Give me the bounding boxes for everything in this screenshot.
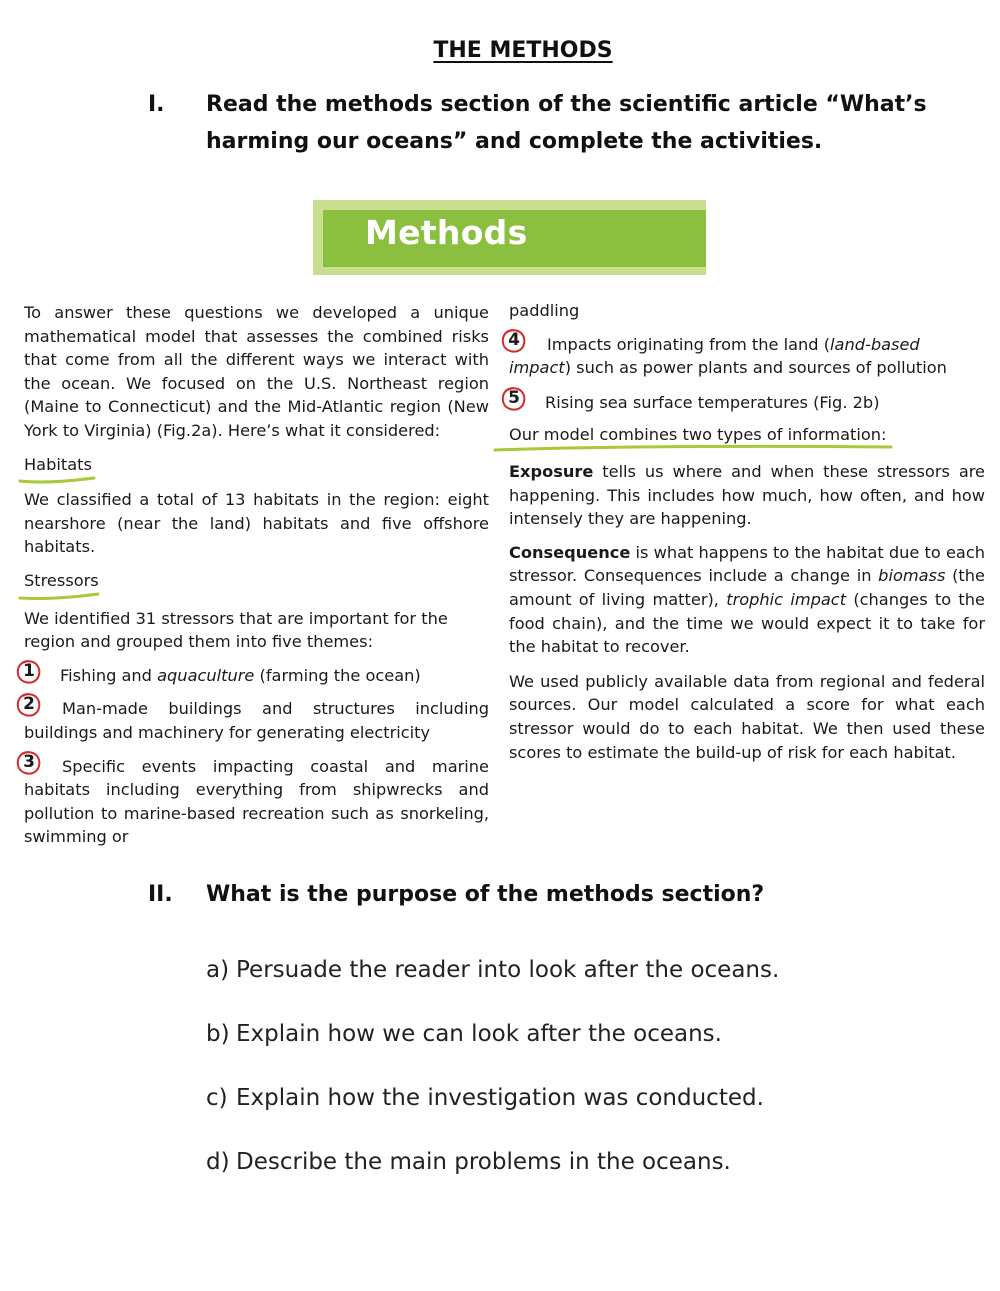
habitats-paragraph: We classified a total of 13 habitats in the region: eight nearshore (near the land) habitats and five offshore habitats.: [24, 490, 489, 557]
question-1-line-1: Read the methods section of the scientific article “What’s: [206, 92, 927, 117]
number-marker-1-label: 1: [23, 660, 35, 681]
red-circle-icon: [500, 327, 528, 355]
consequence-text-c: (changes to the food chain), and the time we would expect it to take for the habitat to recover.: [509, 589, 985, 657]
model-heading: Our model combines two types of information:: [509, 425, 887, 445]
number-marker-2: [18, 693, 46, 721]
red-circle-icon: [500, 385, 528, 413]
stressor-item-1-pre: Fishing and: [60, 665, 158, 685]
answer-option-a[interactable]: [206, 957, 779, 983]
question-2-text: What is the purpose of the methods section?: [206, 882, 765, 907]
question-1-text: [206, 86, 946, 160]
answer-option-b[interactable]: [206, 1021, 722, 1047]
stressors-heading: Stressors: [24, 570, 99, 590]
intro-paragraph: To answer these questions we developed a unique mathematical model that assesses the combined risks that come from all the different ways we interact with the ocean. We focused on the U.S. Northeast region (Maine to Connecticut) and the Mid-Atlantic region (New York to Virginia) (Fig.2a). Here’s what it considered:: [24, 303, 489, 440]
methods-banner-label: Methods: [365, 213, 528, 252]
answer-option-c-text: Explain how the investigation was conducted.: [236, 1085, 764, 1111]
stressors-underline: [18, 591, 103, 601]
data-paragraph: We used publicly available data from regional and federal sources. Our model calculated a score for what each stressor would do to each habitat. We then used these scores to estimate the build-up of risk for each habitat.: [509, 671, 985, 762]
answer-option-a-text: Persuade the reader into look after the oceans.: [236, 957, 780, 983]
number-marker-3: [18, 751, 46, 779]
stressor-item-1-em: aquaculture: [157, 665, 255, 685]
habitats-heading-wrap: [24, 453, 489, 480]
number-marker-4: [503, 329, 531, 357]
answer-option-b-letter: b): [206, 1021, 230, 1047]
answer-option-d-text: Describe the main problems in the oceans.: [236, 1149, 731, 1175]
stressor-item-4: [508, 329, 985, 380]
red-circle-icon: [15, 749, 43, 777]
question-1-line-2: harming our oceans” and complete the activities.: [206, 129, 823, 154]
exposure-paragraph: [509, 460, 985, 531]
number-marker-5-label: 5: [508, 387, 520, 408]
page-title: THE METHODS: [433, 38, 613, 63]
exposure-term: Exposure: [509, 461, 594, 481]
exposure-text: tells us where and when these stressors are happening. This includes how much, how often, and how intensely they are happening.: [509, 461, 985, 529]
answer-option-d[interactable]: [206, 1149, 731, 1175]
number-marker-1: [18, 660, 46, 688]
red-circle-icon: [15, 691, 43, 719]
question-1-number: I.: [148, 92, 165, 117]
red-circle-icon: [15, 658, 43, 686]
stressor-item-2: [23, 694, 489, 744]
consequence-term: Consequence: [509, 542, 631, 562]
stressors-paragraph: We identified 31 stressors that are important for the region and grouped them into five themes:: [24, 608, 448, 652]
consequence-em-biomass: biomass: [878, 566, 946, 586]
stressor-item-1-post: (farming the ocean): [254, 665, 421, 685]
consequence-text-b: (the amount of living matter),: [509, 566, 985, 609]
model-heading-underline: [493, 443, 893, 453]
article-left-column: [24, 301, 489, 849]
stressor-item-4-em: land-based impact: [509, 334, 920, 378]
number-marker-3-label: 3: [23, 751, 35, 772]
habitats-underline: [18, 475, 98, 485]
stressor-item-5: [508, 387, 985, 415]
article-right-column: [509, 299, 985, 764]
habitats-heading: Habitats: [24, 454, 92, 474]
number-marker-5: [503, 387, 531, 415]
number-marker-2-label: 2: [23, 694, 35, 715]
continued-text: paddling: [509, 301, 580, 320]
stressor-item-3: [23, 751, 489, 849]
number-marker-4-label: 4: [508, 329, 520, 350]
stressor-item-4-post: ) such as power plants and sources of pollution: [564, 358, 947, 378]
model-heading-wrap: [509, 423, 985, 447]
stressor-item-2-text: Man-made buildings and structures including buildings and machinery for generating electricity: [24, 699, 489, 742]
answer-option-a-letter: a): [206, 957, 230, 983]
answer-option-c[interactable]: [206, 1085, 764, 1111]
stressor-item-1: [23, 660, 489, 688]
consequence-em-trophic: trophic impact: [726, 589, 847, 609]
stressor-item-4-pre: Impacts originating from the land (: [547, 334, 831, 354]
answer-option-d-letter: d): [206, 1149, 230, 1175]
answer-option-c-letter: c): [206, 1085, 228, 1111]
stressor-item-5-text: Rising sea surface temperatures (Fig. 2b): [545, 392, 880, 412]
consequence-text-a: is what happens to the habitat due to each stressor. Consequences include a change in: [509, 542, 985, 586]
stressors-heading-wrap: [24, 569, 489, 596]
answer-option-b-text: Explain how we can look after the oceans.: [236, 1021, 722, 1047]
stressor-item-3-text: Specific events impacting coastal and marine habitats including everything from shipwrecks and pollution to marine-based recreation such as snorkeling, swimming or: [24, 756, 489, 847]
question-2-number: II.: [148, 882, 173, 907]
consequence-paragraph: [509, 541, 985, 659]
